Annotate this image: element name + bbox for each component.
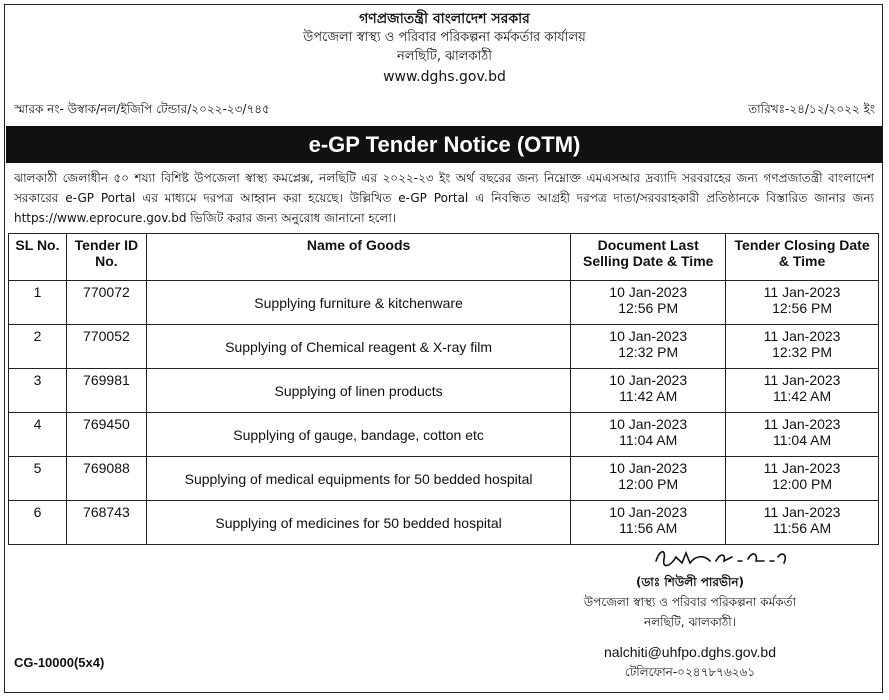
signatory-block <box>560 572 820 682</box>
header-doc-last: Document Last Selling Date & Time <box>571 234 726 281</box>
row-tender-id: 769450 <box>66 413 146 457</box>
table-row <box>9 501 879 545</box>
close-date: 11 Jan-2023 <box>763 504 841 520</box>
handwritten-signature <box>652 545 792 571</box>
row-sl: 5 <box>9 457 67 501</box>
table-row <box>9 325 879 369</box>
doc-date: 10 Jan-2023 <box>609 460 688 476</box>
close-time: 11:56 AM <box>773 520 832 536</box>
close-date: 11 Jan-2023 <box>763 284 841 300</box>
office-name: উপজেলা স্বাস্থ্য ও পরিবার পরিকল্পনা কর্মকর্তার কার্যালয় <box>303 30 586 45</box>
header-tender-id: Tender ID No. <box>66 234 146 281</box>
row-closing <box>726 369 879 413</box>
office-location: নলছিটি, ঝালকাঠী <box>397 49 492 64</box>
row-closing <box>726 457 879 501</box>
table-header-row <box>9 234 879 281</box>
signatory-name: (ডাঃ শিউলী পারভীন) <box>635 575 745 589</box>
notice-date: তারিখঃ-২৪/১২/২০২২ ইং <box>748 102 875 116</box>
doc-date: 10 Jan-2023 <box>609 416 688 432</box>
close-time: 12:56 PM <box>772 300 833 316</box>
doc-date: 10 Jan-2023 <box>609 504 688 520</box>
close-time: 12:00 PM <box>772 476 833 492</box>
row-closing <box>726 325 879 369</box>
row-sl: 1 <box>9 281 67 325</box>
doc-time: 11:42 AM <box>619 388 678 404</box>
doc-date: 10 Jan-2023 <box>609 328 688 344</box>
notice-title: e-GP Tender Notice (OTM) <box>6 126 883 163</box>
row-tender-id: 770052 <box>66 325 146 369</box>
signatory-place: নলছিটি, ঝালকাঠী। <box>644 615 736 629</box>
close-date: 11 Jan-2023 <box>763 460 841 476</box>
row-doc-last <box>571 325 726 369</box>
row-tender-id: 768743 <box>66 501 146 545</box>
notice-body: ঝালকাঠী জেলাধীন ৫০ শয্যা বিশিষ্ট উপজেলা স্বাস্থ্য কমপ্লেক্স, নলছিটি এর ২০২২-২৩ ইং অর্থ বছরের জন্য নিম্নোক্ত এমএসআর দ্রব্যাদি সরবরাহের জন্য গণপ্রজাতন্ত্রী বাংলাদেশ সরকারের e-GP Portal এর মাধ্যমে দরপত্র আহ্বান করা হয়েছে। উল্লিখিত e-GP Portal এ নিবন্ধিত আগ্রহী দরপত্র দাতা/সরবরাহকারী প্রতিষ্ঠানকে বিস্তারিত জানার জন্য https://www.eprocure.gov.bd ভিজিট করার জন্য অনুরোধ জানানো হলো। <box>14 171 874 225</box>
row-doc-last <box>571 501 726 545</box>
row-tender-id: 769981 <box>66 369 146 413</box>
table-row <box>9 281 879 325</box>
row-goods: Supplying of medicines for 50 bedded hospital <box>146 501 570 545</box>
doc-time: 12:32 PM <box>618 344 679 360</box>
row-goods: Supplying of linen products <box>146 369 570 413</box>
row-doc-last <box>571 281 726 325</box>
signatory-email[interactable]: nalchiti@uhfpo.dghs.gov.bd <box>604 644 776 660</box>
close-time: 11:04 AM <box>773 432 832 448</box>
row-goods: Supplying of Chemical reagent & X-ray film <box>146 325 570 369</box>
table-row <box>9 457 879 501</box>
doc-time: 11:04 AM <box>619 432 678 448</box>
row-goods: Supplying furniture & kitchenware <box>146 281 570 325</box>
doc-time: 12:56 PM <box>618 300 679 316</box>
row-closing <box>726 501 879 545</box>
row-goods: Supplying of gauge, bandage, cotton etc <box>146 413 570 457</box>
header-sl: SL No. <box>9 234 67 281</box>
header-closing: Tender Closing Date & Time <box>726 234 879 281</box>
govt-name: গণপ্রজাতন্ত্রী বাংলাদেশ সরকার <box>359 11 530 27</box>
row-doc-last <box>571 413 726 457</box>
row-closing <box>726 413 879 457</box>
memo-number: স্মারক নং- উস্বাক/নল/ইজিপি টেন্ডার/২০২২-২৩/৭৪৫ <box>14 102 270 116</box>
header-goods: Name of Goods <box>146 234 570 281</box>
row-sl: 6 <box>9 501 67 545</box>
row-tender-id: 769088 <box>66 457 146 501</box>
notice-header <box>0 10 889 88</box>
row-doc-last <box>571 457 726 501</box>
ad-code: CG-10000(5x4) <box>14 655 105 670</box>
row-sl: 4 <box>9 413 67 457</box>
row-sl: 3 <box>9 369 67 413</box>
doc-time: 11:56 AM <box>619 520 678 536</box>
close-time: 12:32 PM <box>772 344 833 360</box>
row-tender-id: 770072 <box>66 281 146 325</box>
website-link[interactable]: www.dghs.gov.bd <box>383 69 506 85</box>
signatory-designation: উপজেলা স্বাস্থ্য ও পরিবার পরিকল্পনা কর্মকর্তা <box>583 595 797 609</box>
table-row <box>9 413 879 457</box>
row-sl: 2 <box>9 325 67 369</box>
row-doc-last <box>571 369 726 413</box>
signatory-phone: টেলিফোন-০২৪৭৮৭৬২৬১ <box>624 665 756 679</box>
close-date: 11 Jan-2023 <box>763 372 841 388</box>
doc-time: 12:00 PM <box>618 476 679 492</box>
close-date: 11 Jan-2023 <box>763 328 841 344</box>
doc-date: 10 Jan-2023 <box>609 284 688 300</box>
row-closing <box>726 281 879 325</box>
doc-date: 10 Jan-2023 <box>609 372 688 388</box>
row-goods: Supplying of medical equipments for 50 bedded hospital <box>146 457 570 501</box>
close-time: 11:42 AM <box>773 388 832 404</box>
table-row <box>9 369 879 413</box>
close-date: 11 Jan-2023 <box>763 416 841 432</box>
tender-table <box>8 233 879 545</box>
